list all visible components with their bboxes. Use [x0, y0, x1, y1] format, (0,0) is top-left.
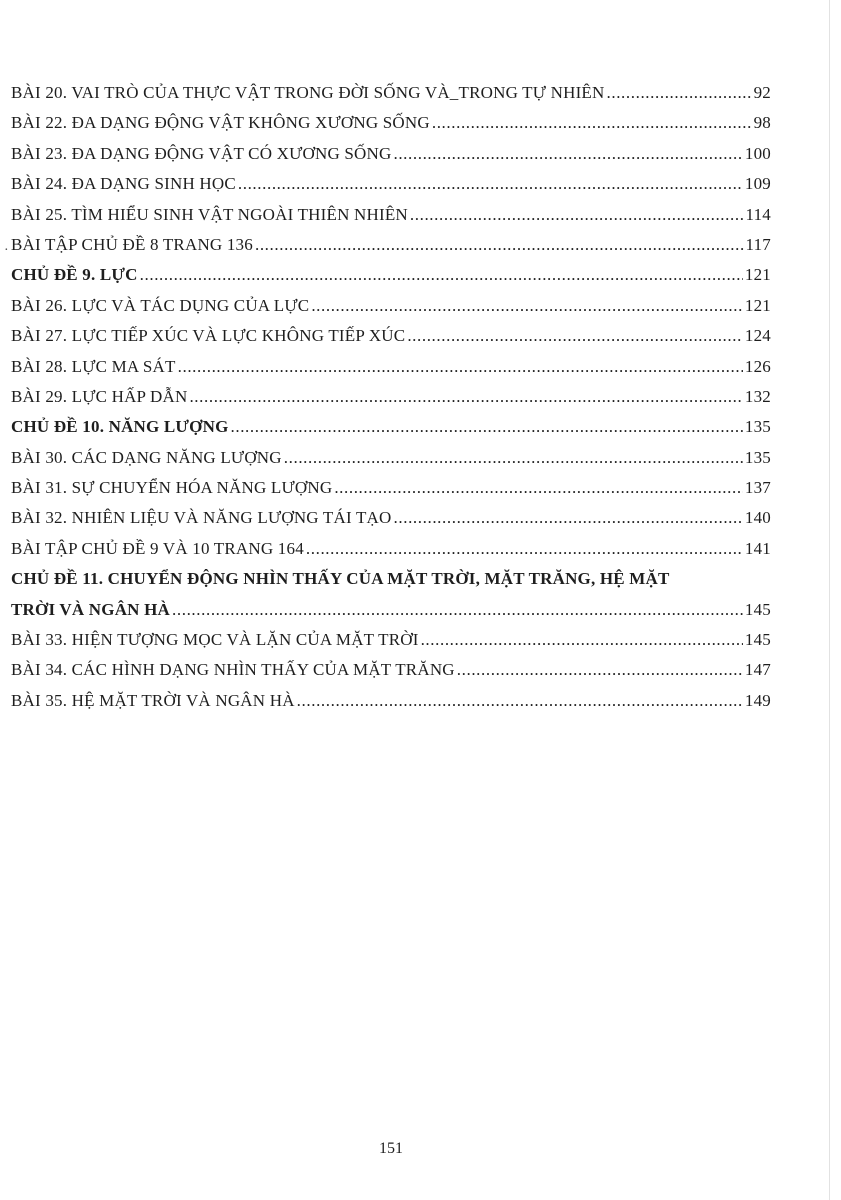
toc-entry-page: 147 — [744, 660, 771, 680]
toc-entry-bai-27[interactable] — [11, 321, 771, 351]
toc-entry-page: 100 — [744, 143, 771, 163]
toc-topic-10[interactable] — [11, 412, 771, 442]
toc-leader-dots — [410, 200, 744, 230]
toc-entry-bai-23[interactable] — [11, 139, 771, 169]
toc-entry-page: 92 — [753, 83, 771, 102]
toc-leader-dots — [334, 473, 743, 503]
toc-entry-bai-30[interactable] — [11, 443, 771, 473]
toc-entry-title: BÀI 24. ĐA DẠNG SINH HỌC — [11, 174, 236, 194]
toc-entry-title: BÀI 33. HIỆN TƯỢNG MỌC VÀ LẶN CỦA MẶT TRỜI — [11, 630, 419, 650]
toc-leader-dots — [407, 321, 743, 351]
toc-entry-title: BÀI 27. LỰC TIẾP XÚC VÀ LỰC KHÔNG TIẾP XÚC — [11, 326, 406, 346]
toc-leader-dots — [178, 352, 743, 382]
scan-edge-line — [829, 0, 830, 1200]
toc-leader-dots — [172, 595, 743, 625]
toc-topic-11-line-2[interactable] — [11, 595, 771, 625]
toc-entry-page: 135 — [744, 417, 771, 437]
toc-leader-dots — [189, 382, 742, 412]
toc-entry-bai-26[interactable] — [11, 291, 771, 321]
toc-entry-title: BÀI 35. HỆ MẶT TRỜI VÀ NGÂN HÀ — [11, 690, 295, 710]
toc-entry-page: 141 — [744, 538, 771, 558]
stray-dot-mark: · — [4, 243, 9, 258]
toc-leader-dots — [432, 108, 752, 138]
toc-entry-bai-28[interactable] — [11, 352, 771, 382]
toc-entry-bai-34[interactable] — [11, 655, 771, 685]
toc-topic-9[interactable] — [11, 260, 771, 290]
toc-entry-title: BÀI 32. NHIÊN LIỆU VÀ NĂNG LƯỢNG TÁI TẠO — [11, 508, 392, 528]
toc-entry-bai-tap-9-10[interactable] — [11, 534, 771, 564]
toc-entry-bai-33[interactable] — [11, 625, 771, 655]
toc-entry-title: BÀI 23. ĐA DẠNG ĐỘNG VẬT CÓ XƯƠNG SỐNG — [11, 143, 392, 163]
toc-entry-page: 140 — [744, 508, 771, 528]
toc-entry-page: 98 — [753, 113, 771, 133]
toc-entry-title: BÀI 29. LỰC HẤP DẪN — [11, 386, 188, 406]
toc-topic-title: CHỦ ĐỀ 9. LỰC — [11, 265, 138, 285]
toc-leader-dots — [457, 655, 743, 685]
toc-entry-bai-24[interactable] — [11, 169, 771, 199]
toc-entry-bai-35[interactable] — [11, 686, 771, 716]
toc-leader-dots — [238, 169, 743, 199]
toc-entry-page: 137 — [744, 478, 771, 498]
toc-entry-page: 145 — [744, 599, 771, 619]
page-number: 151 — [379, 1140, 403, 1157]
toc-entry-page: 117 — [745, 234, 771, 254]
toc-leader-dots — [607, 78, 752, 108]
toc-entry-page: 132 — [744, 386, 771, 406]
toc-entry-title: BÀI 20. VAI TRÒ CỦA THỰC VẬT TRONG ĐỜI SỐNG VÀ_TRONG TỰ NHIÊN — [11, 83, 605, 102]
toc-leader-dots — [297, 686, 743, 716]
toc-entry-page: 124 — [744, 326, 771, 346]
toc-leader-dots — [140, 260, 743, 290]
toc-entry-bai-31[interactable] — [11, 473, 771, 503]
toc-topic-title: CHỦ ĐỀ 11. CHUYỂN ĐỘNG NHÌN THẤY CỦA MẶT TRỜI, MẶT TRĂNG, HỆ MẶT — [11, 569, 670, 589]
toc-topic-title: CHỦ ĐỀ 10. NĂNG LƯỢNG — [11, 417, 229, 437]
toc-entry-page: 121 — [744, 295, 771, 315]
toc-entry-page: 135 — [744, 447, 771, 467]
toc-leader-dots — [284, 443, 743, 473]
toc-leader-dots — [311, 291, 743, 321]
toc-entry-bai-tap-8[interactable] — [11, 230, 771, 260]
toc-entry-title: BÀI TẬP CHỦ ĐỀ 8 TRANG 136 — [11, 234, 253, 254]
toc-leader-dots — [394, 503, 743, 533]
toc-entry-title: BÀI TẬP CHỦ ĐỀ 9 VÀ 10 TRANG 164 — [11, 538, 304, 558]
toc-entry-title: BÀI 22. ĐA DẠNG ĐỘNG VẬT KHÔNG XƯƠNG SỐNG — [11, 113, 430, 133]
toc-leader-dots — [421, 625, 743, 655]
toc-entry-bai-29[interactable] — [11, 382, 771, 412]
toc-entry-page: 145 — [744, 630, 771, 650]
toc-topic-title-continued: TRỜI VÀ NGÂN HÀ — [11, 599, 171, 619]
table-of-contents — [11, 78, 771, 716]
toc-leader-dots — [231, 412, 743, 442]
toc-entry-bai-25[interactable] — [11, 200, 771, 230]
toc-entry-page: 149 — [744, 690, 771, 710]
toc-entry-bai-22[interactable] — [11, 108, 771, 138]
toc-entry-bai-20[interactable] — [11, 78, 771, 108]
toc-entry-title: BÀI 31. SỰ CHUYỂN HÓA NĂNG LƯỢNG — [11, 478, 333, 498]
toc-leader-dots — [393, 139, 742, 169]
toc-entry-title: BÀI 34. CÁC HÌNH DẠNG NHÌN THẤY CỦA MẶT TRĂNG — [11, 660, 455, 680]
toc-leader-dots — [306, 534, 743, 564]
toc-entry-page: 109 — [744, 174, 771, 194]
toc-topic-11-line-1[interactable] — [11, 564, 771, 594]
toc-entry-title: BÀI 30. CÁC DẠNG NĂNG LƯỢNG — [11, 447, 282, 467]
toc-entry-page: 121 — [744, 265, 771, 285]
toc-entry-page: 114 — [745, 204, 771, 224]
toc-leader-dots — [255, 230, 744, 260]
toc-entry-title: BÀI 25. TÌM HIỂU SINH VẬT NGOÀI THIÊN NHIÊN — [11, 204, 408, 224]
toc-entry-title: BÀI 26. LỰC VÀ TÁC DỤNG CỦA LỰC — [11, 295, 310, 315]
toc-entry-bai-32[interactable] — [11, 503, 771, 533]
toc-entry-title: BÀI 28. LỰC MA SÁT — [11, 356, 176, 376]
toc-entry-page: 126 — [744, 356, 771, 376]
